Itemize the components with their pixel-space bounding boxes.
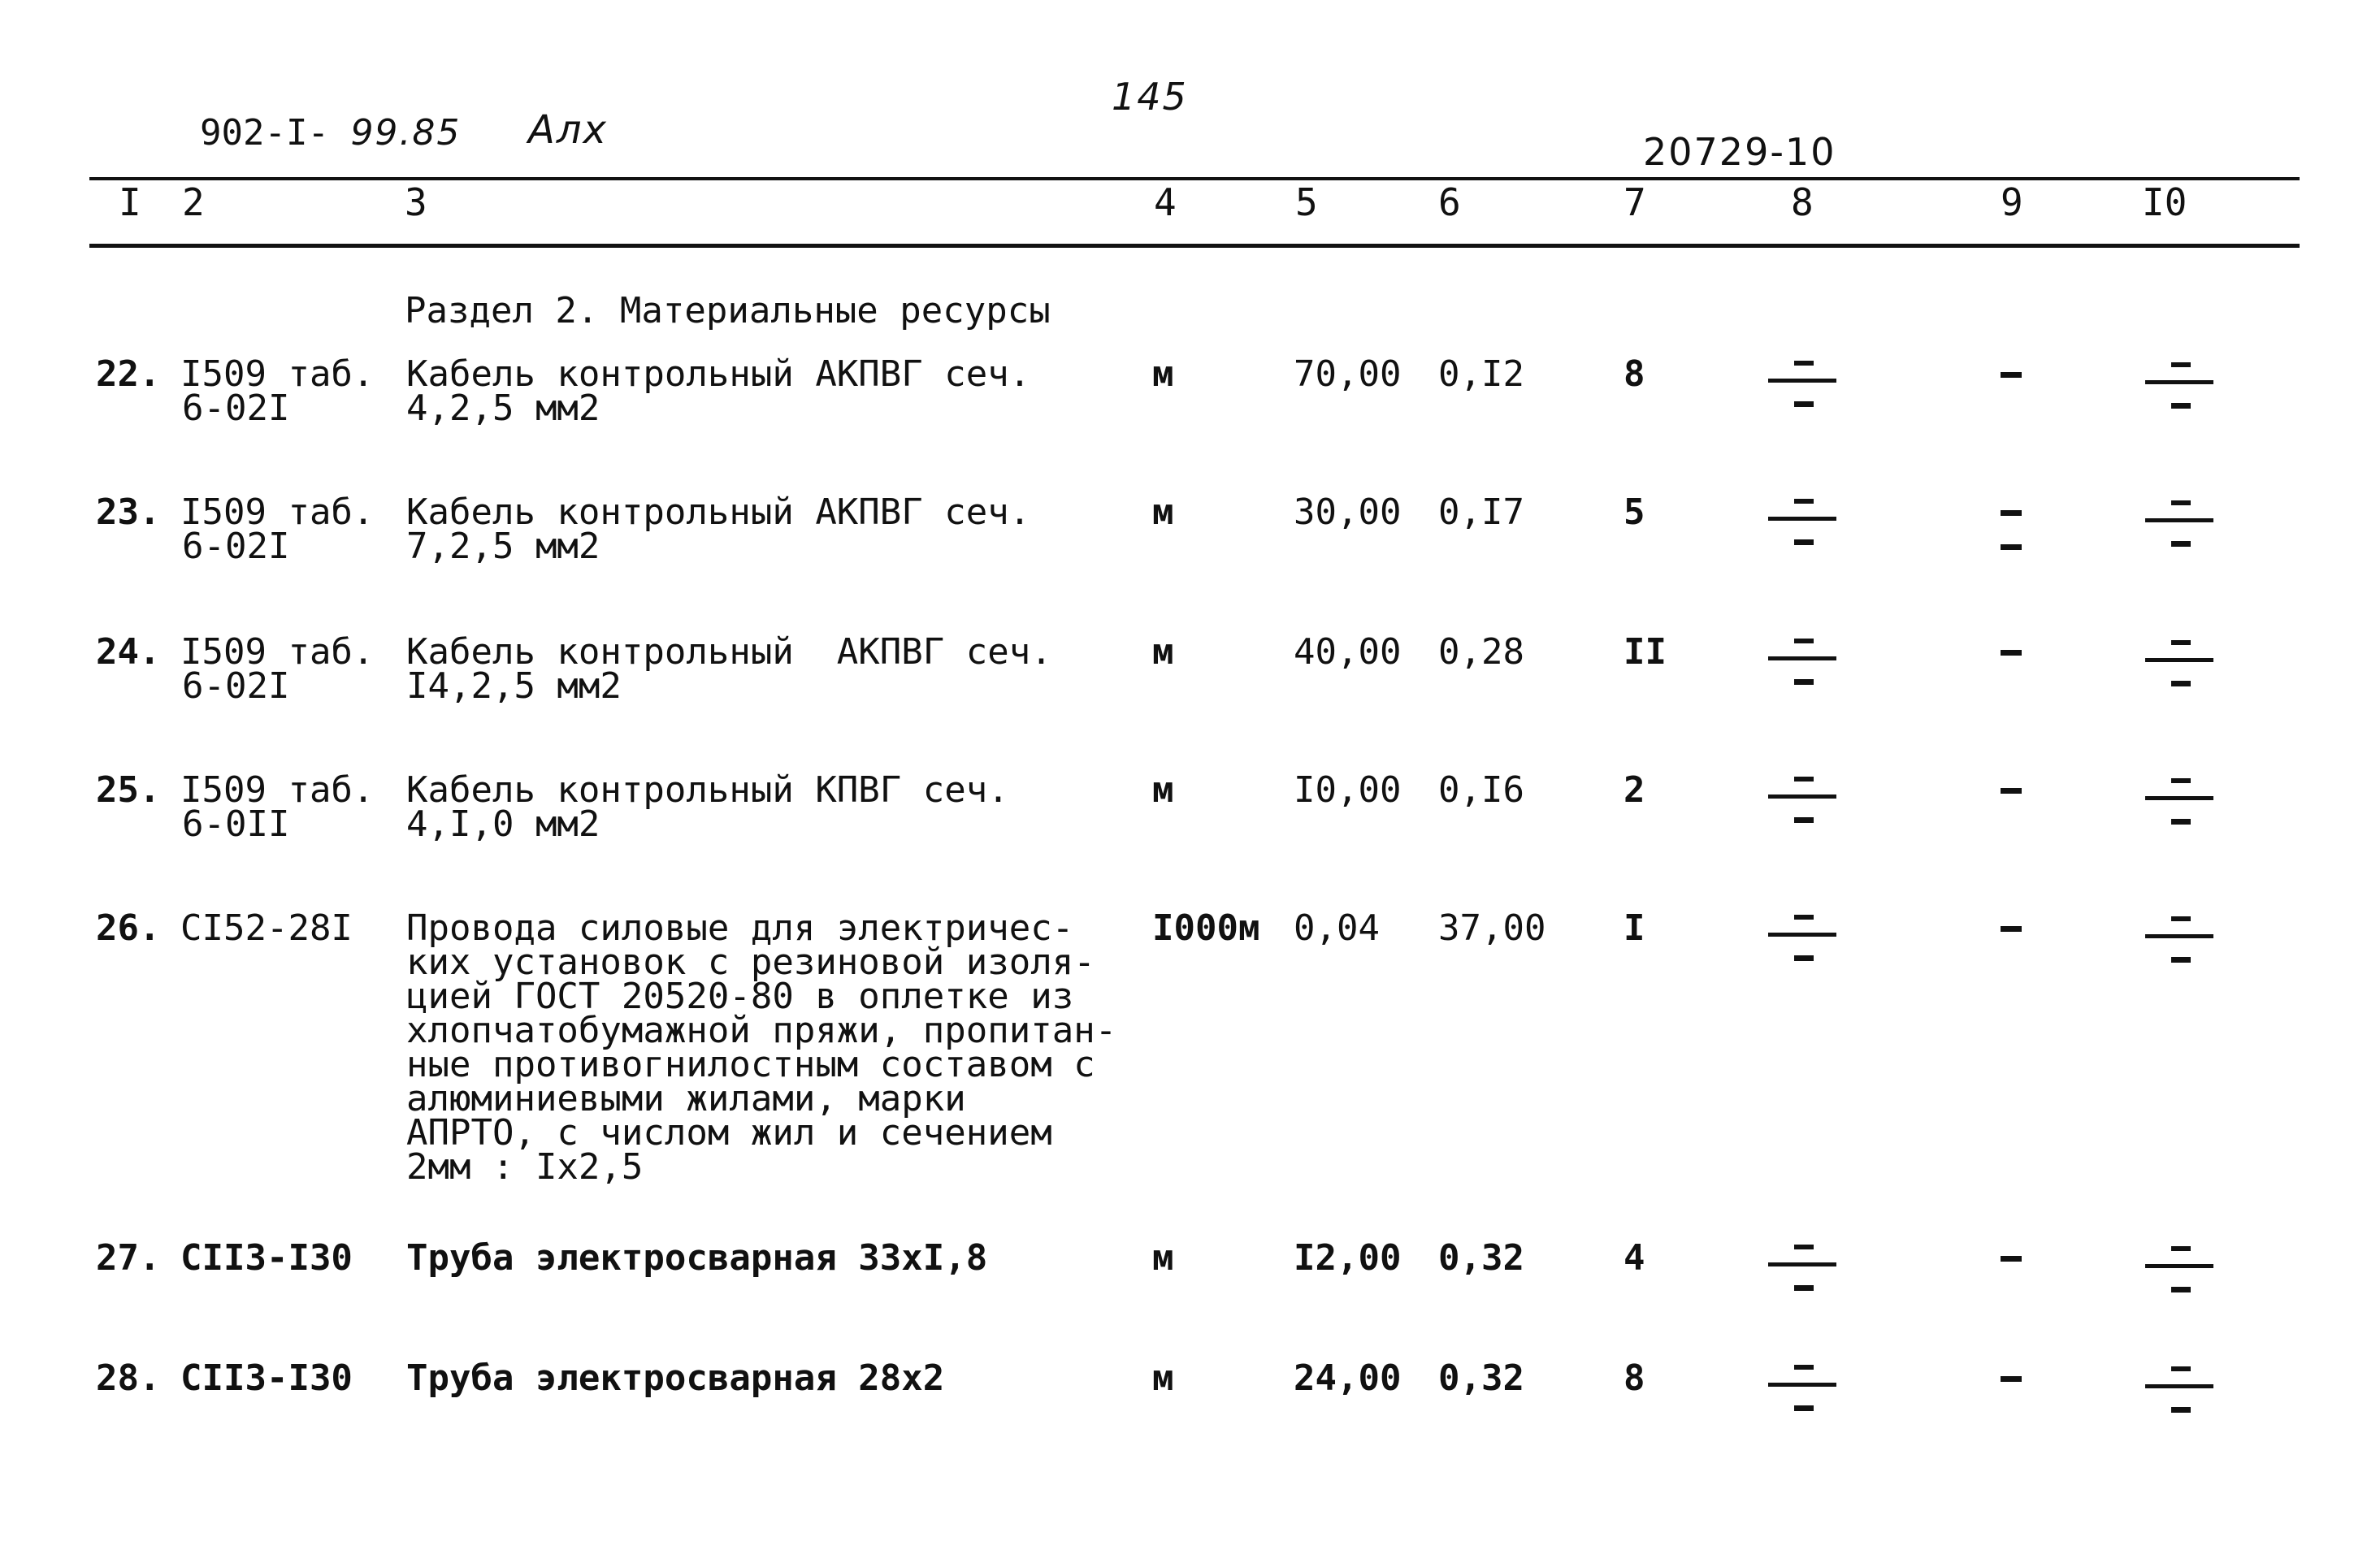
- row-col9-bottom-dash: [2001, 544, 2022, 550]
- row-description-line: Труба электросварная 28х2: [406, 1357, 945, 1399]
- row-col10-mark-top-dash: [2171, 1246, 2191, 1251]
- row-col8-mark-line: [1768, 933, 1836, 937]
- col-header-10: I0: [2142, 180, 2187, 224]
- row-col10-mark: [2145, 349, 2213, 422]
- row-col10-mark-top-dash: [2171, 500, 2191, 505]
- section-title: Раздел 2. Материальные ресурсы: [405, 290, 1051, 331]
- row-col10-mark-line: [2145, 380, 2213, 384]
- row-code-line: I509 таб.: [180, 769, 375, 811]
- row-price: 0,32: [1438, 1237, 1524, 1279]
- row-col8-mark-top-dash: [1794, 361, 1814, 366]
- row-col7: 2: [1624, 769, 1645, 811]
- row-description-line: Кабель контрольный АКПВГ сеч.: [406, 491, 1031, 533]
- row-price: 0,28: [1438, 631, 1524, 673]
- row-col10-mark-line: [2145, 518, 2213, 522]
- row-number: 23.: [96, 491, 161, 533]
- row-col10-mark-top-dash: [2171, 362, 2191, 367]
- row-col10-mark: [2145, 765, 2213, 838]
- row-description-line: 2мм : Iх2,5: [406, 1146, 644, 1188]
- row-unit: м: [1152, 631, 1174, 673]
- doc-number: 902-I- 99.85: [200, 112, 462, 154]
- row-code-line: I509 таб.: [180, 491, 375, 533]
- row-col10-mark: [2145, 903, 2213, 976]
- row-col8-mark: [1768, 1232, 1836, 1305]
- row-col8-mark-top-dash: [1794, 777, 1814, 782]
- row-number: 26.: [96, 907, 161, 949]
- row-unit: м: [1152, 1237, 1174, 1279]
- row-col9-dash: [2001, 926, 2022, 932]
- row-col10-mark-line: [2145, 1264, 2213, 1268]
- col-header-4: 4: [1154, 180, 1177, 224]
- row-number: 22.: [96, 353, 161, 395]
- row-code-line: CI52-28I: [180, 907, 353, 949]
- col-header-1: I: [119, 180, 141, 224]
- initials: Алх: [528, 107, 608, 153]
- row-unit: м: [1152, 353, 1174, 395]
- row-unit: м: [1152, 491, 1174, 533]
- row-col10-mark-bottom-dash: [2171, 541, 2191, 547]
- row-col10-mark-top-dash: [2171, 1366, 2191, 1371]
- row-col8-mark: [1768, 626, 1836, 699]
- row-code-line: I509 таб.: [180, 353, 375, 395]
- row-col8-mark-top-dash: [1794, 499, 1814, 504]
- row-col10-mark-line: [2145, 1384, 2213, 1388]
- row-col10-mark-bottom-dash: [2171, 1287, 2191, 1292]
- row-col8-mark-top-dash: [1794, 915, 1814, 920]
- row-col8-mark: [1768, 486, 1836, 559]
- col-header-9: 9: [2001, 180, 2023, 224]
- row-description-line: 4,2,5 мм2: [406, 388, 600, 429]
- row-col9-dash: [2001, 788, 2022, 794]
- row-description-line: I4,2,5 мм2: [406, 665, 622, 707]
- row-code-line: 6-02I: [182, 388, 290, 429]
- doc-suffix: 99.85: [350, 112, 462, 154]
- row-description-line: Кабель контрольный АКПВГ сеч.: [406, 353, 1031, 395]
- row-col7: 5: [1624, 491, 1645, 533]
- row-col10-mark-bottom-dash: [2171, 403, 2191, 409]
- row-description-line: Труба электросварная 33хI,8: [406, 1237, 988, 1279]
- row-description-line: Провода силовые для электричес-: [406, 907, 1074, 949]
- row-col8-mark-top-dash: [1794, 1365, 1814, 1370]
- row-unit: м: [1152, 1357, 1174, 1399]
- row-code-line: 6-0II: [182, 803, 290, 845]
- row-col7: I: [1624, 907, 1645, 949]
- col-header-5: 5: [1295, 180, 1318, 224]
- row-col8-mark-bottom-dash: [1794, 539, 1814, 545]
- row-number: 27.: [96, 1237, 161, 1279]
- row-number: 25.: [96, 769, 161, 811]
- row-col8-mark-bottom-dash: [1794, 955, 1814, 961]
- row-col10-mark: [2145, 1353, 2213, 1427]
- row-price: 37,00: [1438, 907, 1546, 949]
- row-description-line: Кабель контрольный КПВГ сеч.: [406, 769, 1009, 811]
- row-code-line: 6-02I: [182, 526, 290, 567]
- row-quantity: 30,00: [1294, 491, 1402, 533]
- row-description-line: цией ГОСТ 20520-80 в оплетке из: [406, 976, 1074, 1017]
- row-col8-mark: [1768, 348, 1836, 421]
- row-col7: II: [1624, 631, 1667, 673]
- header-bottom-rule: [89, 244, 2300, 248]
- row-col8-mark: [1768, 1352, 1836, 1425]
- row-col10-mark-line: [2145, 796, 2213, 800]
- row-col10-mark-top-dash: [2171, 640, 2191, 645]
- row-code-line: CII3-I30: [180, 1357, 353, 1399]
- row-col8-mark-top-dash: [1794, 639, 1814, 643]
- page-number: 145: [1112, 75, 1188, 119]
- row-price: 0,32: [1438, 1357, 1524, 1399]
- row-col8-mark-line: [1768, 656, 1836, 660]
- row-col8-mark-line: [1768, 517, 1836, 521]
- row-description-line: 4,I,0 мм2: [406, 803, 600, 845]
- row-col7: 8: [1624, 353, 1645, 395]
- row-quantity: 70,00: [1294, 353, 1402, 395]
- row-col10-mark: [2145, 487, 2213, 561]
- row-col8-mark-line: [1768, 794, 1836, 799]
- row-col9-top-dash: [2001, 510, 2022, 516]
- row-col9-dash: [2001, 650, 2022, 656]
- row-col9-dash: [2001, 372, 2022, 378]
- row-price: 0,I2: [1438, 353, 1524, 395]
- row-col10-mark: [2145, 627, 2213, 700]
- row-col8-mark-bottom-dash: [1794, 1405, 1814, 1411]
- col-header-6: 6: [1438, 180, 1461, 224]
- row-code-line: 6-02I: [182, 665, 290, 707]
- row-col10-mark-bottom-dash: [2171, 1407, 2191, 1413]
- row-col8-mark-bottom-dash: [1794, 679, 1814, 685]
- col-header-8: 8: [1791, 180, 1814, 224]
- row-col8-mark: [1768, 764, 1836, 837]
- row-col10-mark-line: [2145, 658, 2213, 662]
- row-col7: 8: [1624, 1357, 1645, 1399]
- row-quantity: I0,00: [1294, 769, 1402, 811]
- row-col8-mark-bottom-dash: [1794, 401, 1814, 407]
- col-header-3: 3: [405, 180, 427, 224]
- row-col7: 4: [1624, 1237, 1645, 1279]
- row-col8-mark-bottom-dash: [1794, 817, 1814, 823]
- row-col10-mark-top-dash: [2171, 778, 2191, 783]
- col-header-2: 2: [182, 180, 205, 224]
- row-code-line: CII3-I30: [180, 1237, 353, 1279]
- row-number: 28.: [96, 1357, 161, 1399]
- row-col10-mark: [2145, 1233, 2213, 1306]
- row-col10-mark-line: [2145, 934, 2213, 938]
- col-header-7: 7: [1624, 180, 1646, 224]
- row-description-line: ких установок с резиновой изоля-: [406, 942, 1095, 983]
- row-col10-mark-bottom-dash: [2171, 957, 2191, 963]
- row-col8-mark: [1768, 902, 1836, 975]
- row-col8-mark-line: [1768, 1262, 1836, 1266]
- row-col8-mark-bottom-dash: [1794, 1285, 1814, 1291]
- row-col10-mark-top-dash: [2171, 916, 2191, 921]
- row-quantity: 40,00: [1294, 631, 1402, 673]
- row-col10-mark-bottom-dash: [2171, 819, 2191, 825]
- row-description-line: алюминиевыми жилами, марки: [406, 1078, 966, 1119]
- row-code-line: I509 таб.: [180, 631, 375, 673]
- row-quantity: I2,00: [1294, 1237, 1402, 1279]
- row-description-line: Кабель контрольный АКПВГ сеч.: [406, 631, 1052, 673]
- row-col8-mark-line: [1768, 1383, 1836, 1387]
- document-code: 20729-10: [1643, 130, 1836, 174]
- row-quantity: 24,00: [1294, 1357, 1402, 1399]
- row-col8-mark-top-dash: [1794, 1245, 1814, 1249]
- row-col10-mark-bottom-dash: [2171, 681, 2191, 686]
- row-description-line: ные противогнилостным составом с: [406, 1044, 1095, 1085]
- row-quantity: 0,04: [1294, 907, 1380, 949]
- row-col8-mark-line: [1768, 379, 1836, 383]
- row-description-line: 7,2,5 мм2: [406, 526, 600, 567]
- row-description-line: АПРТО, с числом жил и сечением: [406, 1112, 1052, 1154]
- row-col9-dash: [2001, 1376, 2022, 1382]
- row-number: 24.: [96, 631, 161, 673]
- row-description-line: хлопчатобумажной пряжи, пропитан-: [406, 1010, 1117, 1051]
- row-col9-dash: [2001, 1256, 2022, 1262]
- row-price: 0,I7: [1438, 491, 1524, 533]
- row-price: 0,I6: [1438, 769, 1524, 811]
- row-unit: м: [1152, 769, 1174, 811]
- row-unit: I000м: [1152, 907, 1260, 949]
